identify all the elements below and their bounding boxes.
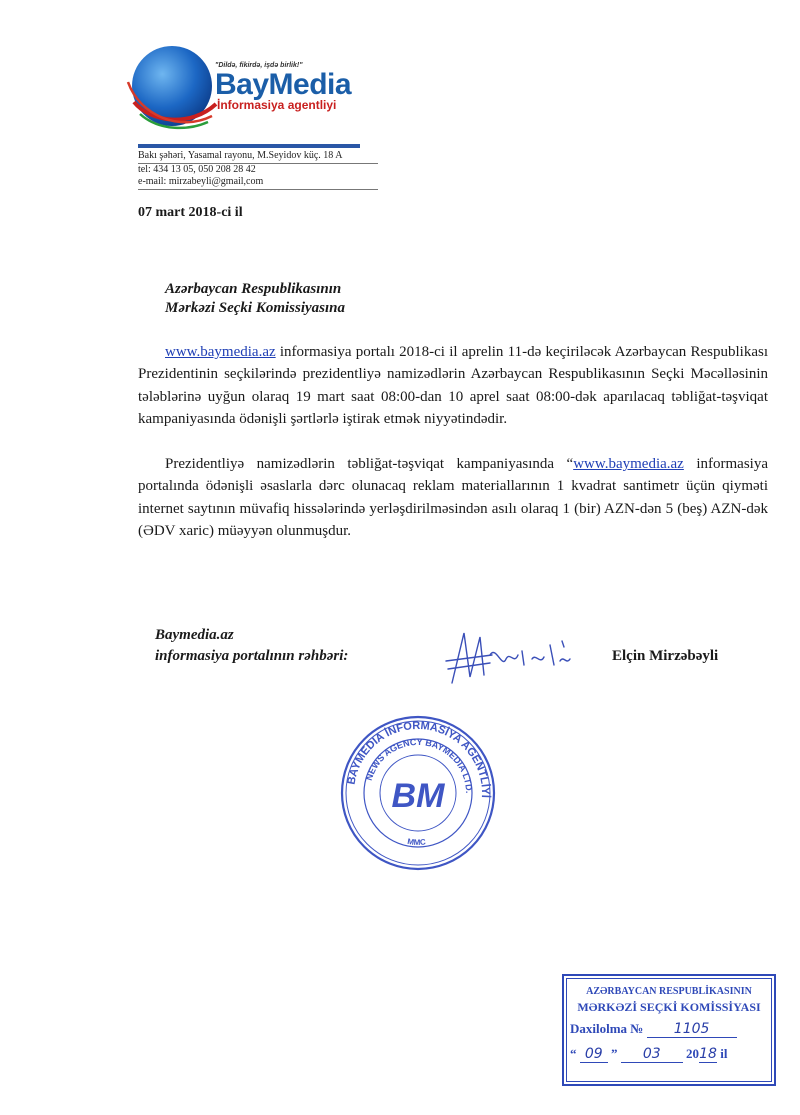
signature-role <box>155 625 348 667</box>
letterhead-address: Bakı şəhəri, Yasamal rayonu, M.Seyidov küç. 18 A <box>138 149 378 164</box>
brand-name: BayMedia <box>215 68 352 101</box>
body-paragraph-1 <box>138 341 768 430</box>
seal-outer-text: BAYMEDIA İNFORMASİYA AGENTLİYİ <box>345 719 492 799</box>
seal-center-monogram: BM <box>391 777 445 815</box>
registry-stamp <box>562 974 776 1086</box>
signature-role-line-2: informasiya portalının rəhbəri: <box>155 648 349 664</box>
letterhead-slogan: "Dildə, fikirdə, işdə birlik!" <box>215 62 303 69</box>
signatory-name: Elçin Mirzəbəyli <box>612 648 719 664</box>
paragraph-2-text-a: Prezidentliyə namizədlərin təbliğat-təşviqat kampaniyasında “ <box>165 456 574 472</box>
registry-stamp-title-2: MƏRKƏZİ SEÇKİ KOMİSSİYASI <box>577 1000 761 1014</box>
baymedia-link[interactable]: www.baymedia.az <box>165 344 276 360</box>
registry-quote-open: “ <box>570 1046 577 1061</box>
seal-bottom-text: MMC <box>406 836 427 848</box>
brand-subtitle: İnformasiya agentliyi <box>217 98 337 112</box>
baymedia-logo-globe-icon <box>120 42 220 134</box>
signature-role-line-1: Baymedia.az <box>155 627 234 643</box>
registry-year-unit: il <box>720 1046 728 1061</box>
registry-year-suffix: 18 <box>699 1046 717 1062</box>
handwritten-signature <box>440 625 580 695</box>
paragraph-1-text: informasiya portalı 2018-ci il aprelin 11-də keçiriləcək Azərbaycan Respublikası Prezidentinin seçkilərində prezidentliyə namizədlərin Azərbaycan Respublikasının Seçki Məcəlləsinin tələblərinə uyğun olaraq 19 mart saat 08:00-dan 10 aprel saat 08:00-dək aparılacaq təbliğat-təşviqat kampaniyasında ödənişli şərtlərlə iştirak etmək niyyətindədir. <box>138 344 768 427</box>
baymedia-link-2[interactable]: www.baymedia.az <box>573 456 684 472</box>
addressee-line-2: Mərkəzi Seçki Komissiyasına <box>165 300 346 316</box>
registry-date-row <box>570 1046 768 1063</box>
letter-date: 07 mart 2018-ci il <box>138 205 243 220</box>
registry-day: 09 <box>580 1046 608 1063</box>
letterhead-bar <box>138 144 360 148</box>
body-paragraph-2 <box>138 453 768 542</box>
paragraph-2-text-b: informasiya portalında ödənişli əsaslarla dərc olunacaq reklam materiallarının 1 kvadrat santimetr üçün qiyməti internet saytının müvafiq hissələrində yerləşdirilməsindən asılı olaraq 1 (bir) AZN-dən 5 (beş) AZN-dək (ƏDV xaric) müəyyən olunmuşdur. <box>138 456 768 539</box>
registry-year-prefix: 20 <box>686 1046 699 1061</box>
letterhead-email: e-mail: mirzabeyli@gmail,com <box>138 175 378 190</box>
registry-number-label: Daxilolma № <box>570 1021 644 1036</box>
registry-stamp-title-1: AZƏRBAYCAN RESPUBLİKASININ <box>586 986 752 997</box>
registry-number-row <box>570 1021 768 1038</box>
company-seal <box>338 713 498 873</box>
addressee-line-1: Azərbaycan Respublikasının <box>165 281 342 297</box>
addressee-block <box>165 280 345 318</box>
registry-quote-close: ” <box>611 1046 618 1061</box>
letterhead-phone: tel: 434 13 05, 050 208 28 42 <box>138 164 256 175</box>
registry-number-value: 1105 <box>647 1021 737 1038</box>
registry-month: 03 <box>621 1046 683 1063</box>
seal-inner-text: NEWS AGENCY BAYMEDIA LTD. <box>363 736 475 794</box>
